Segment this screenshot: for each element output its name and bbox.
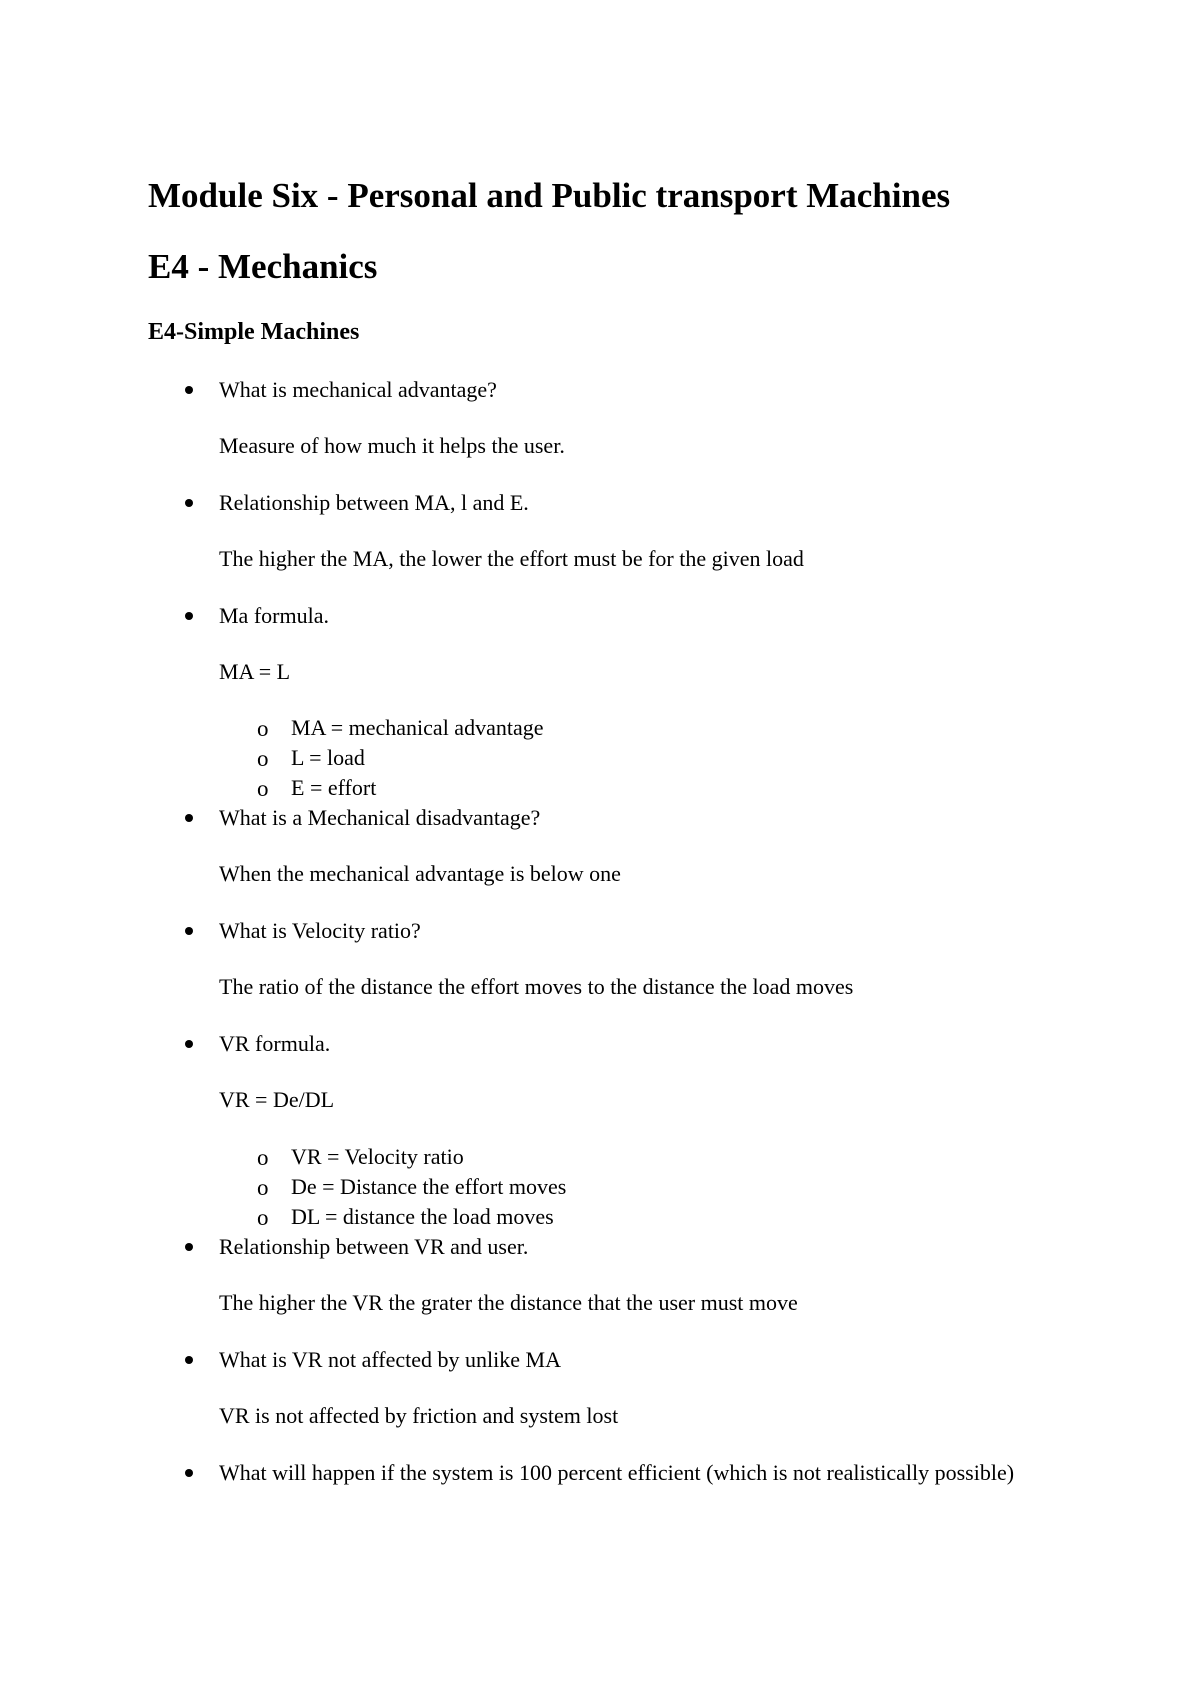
answer-3: MA = L (219, 659, 291, 684)
question-3: Ma formula. (219, 603, 329, 628)
answer-2: The higher the MA, the lower the effort must be for the given load (219, 546, 804, 571)
question-1: What is mechanical advantage? (219, 377, 497, 402)
document-subtitle: E4 - Mechanics (148, 247, 378, 286)
section-heading: E4-Simple Machines (148, 319, 360, 345)
bullet-icon (185, 927, 193, 935)
subitem-3-2: L = load (291, 745, 365, 770)
question-9: What will happen if the system is 100 percent efficient (which is not realistically possible) (219, 1460, 1015, 1485)
answer-4: When the mechanical advantage is below one (219, 861, 621, 886)
sub-bullet-icon: o (257, 746, 269, 771)
bullet-icon (185, 1243, 193, 1251)
question-8: What is VR not affected by unlike MA (219, 1347, 561, 1372)
bullet-icon (185, 499, 193, 507)
question-6: VR formula. (219, 1031, 331, 1056)
sub-bullet-icon: o (257, 716, 269, 741)
subitem-6-2: De = Distance the effort moves (291, 1174, 567, 1199)
subitem-6-3: DL = distance the load moves (291, 1204, 554, 1229)
question-7: Relationship between VR and user. (219, 1234, 529, 1259)
answer-7: The higher the VR the grater the distance that the user must move (219, 1290, 798, 1315)
answer-8: VR is not affected by friction and system lost (219, 1403, 619, 1428)
answer-5: The ratio of the distance the effort moves to the distance the load moves (219, 974, 854, 999)
bullet-icon (185, 1040, 193, 1048)
bullet-icon (185, 612, 193, 620)
sub-bullet-icon: o (257, 776, 269, 801)
sub-bullet-icon: o (257, 1145, 269, 1170)
sub-bullet-icon: o (257, 1205, 269, 1230)
document-title: Module Six - Personal and Public transport Machines (148, 176, 951, 215)
bullet-icon (185, 1469, 193, 1477)
subitem-3-3: E = effort (291, 775, 377, 800)
bullet-icon (185, 814, 193, 822)
answer-1: Measure of how much it helps the user. (219, 433, 565, 458)
bullet-icon (185, 1356, 193, 1364)
question-5: What is Velocity ratio? (219, 918, 421, 943)
bullet-icon (185, 386, 193, 394)
answer-6: VR = De/DL (219, 1087, 335, 1112)
question-2: Relationship between MA, l and E. (219, 490, 529, 515)
subitem-6-1: VR = Velocity ratio (291, 1144, 464, 1169)
question-4: What is a Mechanical disadvantage? (219, 805, 541, 830)
subitem-3-1: MA = mechanical advantage (291, 715, 544, 740)
sub-bullet-icon: o (257, 1175, 269, 1200)
